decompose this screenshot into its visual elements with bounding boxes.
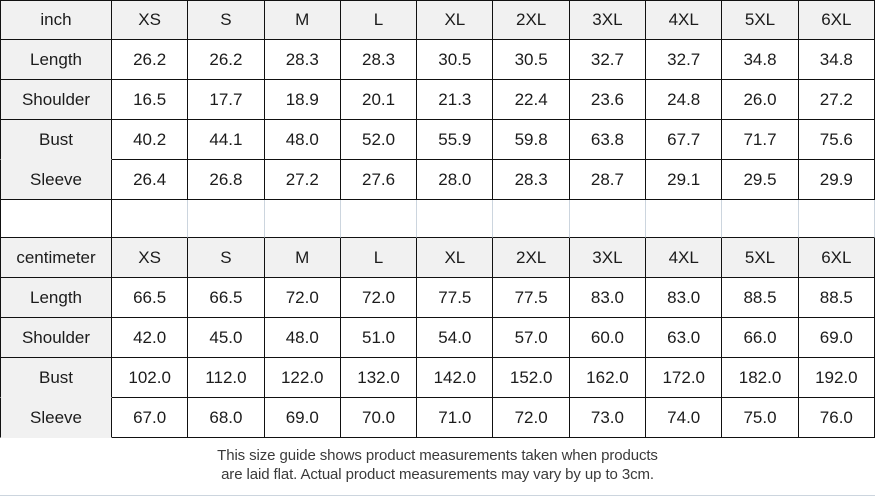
measurement-value-cell: 142.0 xyxy=(417,358,493,398)
size-column-header: M xyxy=(265,0,341,40)
size-column-header: 5XL xyxy=(722,0,798,40)
footer-note-line-2: are laid flat. Actual product measurements may vary by up to 3cm. xyxy=(221,466,654,483)
measurement-value-cell: 70.0 xyxy=(341,398,417,438)
measurement-value-cell: 60.0 xyxy=(570,318,646,358)
table-row xyxy=(0,358,875,398)
measurement-value-cell: 182.0 xyxy=(722,358,798,398)
table-row xyxy=(0,278,875,318)
measurement-value-cell: 122.0 xyxy=(265,358,341,398)
measurement-value-cell: 68.0 xyxy=(188,398,264,438)
size-column-header: 4XL xyxy=(646,0,722,40)
measurement-value-cell: 26.4 xyxy=(112,160,188,200)
size-column-header: XS xyxy=(112,238,188,278)
measurement-value-cell: 26.2 xyxy=(188,40,264,80)
footer-note-line-1: This size guide shows product measurements taken when products xyxy=(217,447,658,464)
measurement-value-cell: 59.8 xyxy=(493,120,569,160)
size-column-header: XL xyxy=(417,238,493,278)
measurement-value-cell: 23.6 xyxy=(570,80,646,120)
measurement-row-label: Bust xyxy=(0,358,112,398)
measurement-value-cell: 74.0 xyxy=(646,398,722,438)
measurement-row-label: Length xyxy=(0,278,112,318)
measurement-value-cell: 57.0 xyxy=(493,318,569,358)
size-column-header: 6XL xyxy=(799,0,875,40)
measurement-value-cell: 30.5 xyxy=(417,40,493,80)
measurement-value-cell: 48.0 xyxy=(265,318,341,358)
measurement-value-cell: 20.1 xyxy=(341,80,417,120)
measurement-row-label: Shoulder xyxy=(0,318,112,358)
measurement-value-cell: 76.0 xyxy=(799,398,875,438)
measurement-value-cell: 34.8 xyxy=(799,40,875,80)
separator-cell xyxy=(493,200,569,238)
measurement-value-cell: 152.0 xyxy=(493,358,569,398)
measurement-value-cell: 75.6 xyxy=(799,120,875,160)
separator-cell xyxy=(799,200,875,238)
measurement-row-label: Shoulder xyxy=(0,80,112,120)
measurement-value-cell: 40.2 xyxy=(112,120,188,160)
measurement-value-cell: 28.7 xyxy=(570,160,646,200)
measurement-value-cell: 22.4 xyxy=(493,80,569,120)
measurement-value-cell: 32.7 xyxy=(570,40,646,80)
measurement-value-cell: 28.3 xyxy=(341,40,417,80)
measurement-row-label: Bust xyxy=(0,120,112,160)
measurement-value-cell: 66.5 xyxy=(112,278,188,318)
size-column-header: S xyxy=(188,0,264,40)
size-column-header: 3XL xyxy=(570,0,646,40)
size-column-header: 2XL xyxy=(493,0,569,40)
measurement-value-cell: 27.6 xyxy=(341,160,417,200)
measurement-value-cell: 32.7 xyxy=(646,40,722,80)
measurement-value-cell: 55.9 xyxy=(417,120,493,160)
size-column-header: L xyxy=(341,0,417,40)
measurement-row-label: Sleeve xyxy=(0,398,112,438)
measurement-value-cell: 192.0 xyxy=(799,358,875,398)
measurement-value-cell: 27.2 xyxy=(799,80,875,120)
measurement-value-cell: 17.7 xyxy=(188,80,264,120)
header-row-inch xyxy=(0,0,875,40)
separator-cell xyxy=(188,200,264,238)
measurement-value-cell: 30.5 xyxy=(493,40,569,80)
measurement-value-cell: 162.0 xyxy=(570,358,646,398)
measurement-value-cell: 72.0 xyxy=(341,278,417,318)
separator-cell xyxy=(341,200,417,238)
measurement-value-cell: 29.5 xyxy=(722,160,798,200)
separator-cell xyxy=(646,200,722,238)
table-row xyxy=(0,318,875,358)
size-column-header: 5XL xyxy=(722,238,798,278)
measurement-row-label: Sleeve xyxy=(0,160,112,200)
measurement-value-cell: 18.9 xyxy=(265,80,341,120)
measurement-value-cell: 77.5 xyxy=(493,278,569,318)
size-column-header: 4XL xyxy=(646,238,722,278)
measurement-value-cell: 42.0 xyxy=(112,318,188,358)
measurement-value-cell: 29.1 xyxy=(646,160,722,200)
measurement-value-cell: 172.0 xyxy=(646,358,722,398)
measurement-value-cell: 26.2 xyxy=(112,40,188,80)
size-column-header: S xyxy=(188,238,264,278)
size-column-header: L xyxy=(341,238,417,278)
unit-header-cell: inch xyxy=(0,0,112,40)
measurement-value-cell: 26.8 xyxy=(188,160,264,200)
measurement-value-cell: 27.2 xyxy=(265,160,341,200)
table-row xyxy=(0,120,875,160)
measurement-value-cell: 83.0 xyxy=(646,278,722,318)
measurement-value-cell: 34.8 xyxy=(722,40,798,80)
measurement-value-cell: 51.0 xyxy=(341,318,417,358)
measurement-value-cell: 69.0 xyxy=(799,318,875,358)
measurement-value-cell: 24.8 xyxy=(646,80,722,120)
footer-note xyxy=(0,438,875,496)
measurement-value-cell: 72.0 xyxy=(265,278,341,318)
measurement-value-cell: 63.8 xyxy=(570,120,646,160)
measurement-value-cell: 26.0 xyxy=(722,80,798,120)
measurement-value-cell: 16.5 xyxy=(112,80,188,120)
separator-cell xyxy=(0,200,112,238)
measurement-value-cell: 112.0 xyxy=(188,358,264,398)
measurement-value-cell: 73.0 xyxy=(570,398,646,438)
measurement-value-cell: 28.3 xyxy=(493,160,569,200)
measurement-value-cell: 54.0 xyxy=(417,318,493,358)
measurement-value-cell: 66.0 xyxy=(722,318,798,358)
size-column-header: XS xyxy=(112,0,188,40)
measurement-value-cell: 77.5 xyxy=(417,278,493,318)
separator-cell xyxy=(112,200,188,238)
measurement-value-cell: 75.0 xyxy=(722,398,798,438)
measurement-value-cell: 72.0 xyxy=(493,398,569,438)
measurement-value-cell: 48.0 xyxy=(265,120,341,160)
measurement-value-cell: 83.0 xyxy=(570,278,646,318)
separator-cell xyxy=(265,200,341,238)
measurement-value-cell: 63.0 xyxy=(646,318,722,358)
table-row xyxy=(0,40,875,80)
table-row xyxy=(0,80,875,120)
measurement-value-cell: 66.5 xyxy=(188,278,264,318)
measurement-value-cell: 71.0 xyxy=(417,398,493,438)
table-row xyxy=(0,398,875,438)
size-column-header: 3XL xyxy=(570,238,646,278)
size-column-header: XL xyxy=(417,0,493,40)
size-column-header: M xyxy=(265,238,341,278)
measurement-row-label: Length xyxy=(0,40,112,80)
measurement-value-cell: 69.0 xyxy=(265,398,341,438)
measurement-value-cell: 88.5 xyxy=(799,278,875,318)
measurement-value-cell: 21.3 xyxy=(417,80,493,120)
measurement-value-cell: 44.1 xyxy=(188,120,264,160)
separator-row xyxy=(0,200,875,238)
separator-cell xyxy=(570,200,646,238)
unit-header-cell: centimeter xyxy=(0,238,112,278)
measurement-value-cell: 88.5 xyxy=(722,278,798,318)
measurement-value-cell: 28.0 xyxy=(417,160,493,200)
measurement-value-cell: 71.7 xyxy=(722,120,798,160)
measurement-value-cell: 132.0 xyxy=(341,358,417,398)
measurement-value-cell: 28.3 xyxy=(265,40,341,80)
measurement-value-cell: 67.0 xyxy=(112,398,188,438)
measurement-value-cell: 29.9 xyxy=(799,160,875,200)
measurement-value-cell: 102.0 xyxy=(112,358,188,398)
measurement-value-cell: 45.0 xyxy=(188,318,264,358)
table-row xyxy=(0,160,875,200)
size-column-header: 2XL xyxy=(493,238,569,278)
separator-cell xyxy=(417,200,493,238)
size-column-header: 6XL xyxy=(799,238,875,278)
header-row-centimeter xyxy=(0,238,875,278)
measurement-value-cell: 52.0 xyxy=(341,120,417,160)
measurement-value-cell: 67.7 xyxy=(646,120,722,160)
separator-cell xyxy=(722,200,798,238)
